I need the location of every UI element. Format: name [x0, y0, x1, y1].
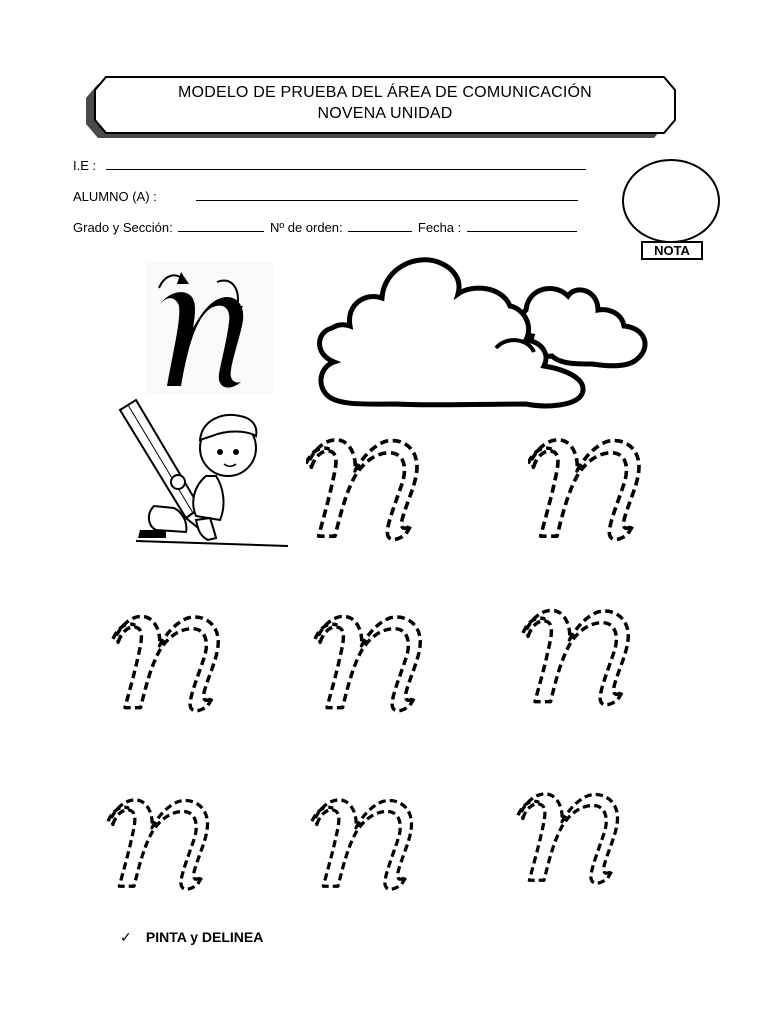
trace-letter-n-2[interactable]: [528, 430, 644, 548]
trace-letter-n-5[interactable]: [520, 602, 636, 712]
grado-label: Grado y Sección:: [73, 220, 173, 235]
instruction-text: PINTA y DELINEA: [145, 929, 264, 945]
title-line-1: MODELO DE PRUEBA DEL ÁREA DE COMUNICACIÓN: [178, 84, 592, 101]
alumno-field[interactable]: [196, 189, 578, 201]
trace-letter-n-4[interactable]: [312, 608, 428, 718]
fecha-label: Fecha :: [417, 220, 462, 235]
ie-row: [73, 158, 586, 174]
title-line-2: NOVENA UNIDAD: [317, 105, 453, 122]
header-banner: [94, 76, 676, 134]
ie-field[interactable]: [106, 158, 586, 170]
check-icon: ✓: [120, 929, 132, 945]
alumno-row: [73, 189, 578, 205]
trace-letter-n-7[interactable]: [306, 792, 422, 896]
model-letter-n: [145, 262, 273, 394]
fecha-field[interactable]: [467, 220, 577, 232]
nota-label: NOTA: [641, 241, 703, 260]
trace-letter-n-3[interactable]: [110, 608, 226, 718]
grade-circle[interactable]: [622, 159, 720, 243]
ie-label: I.E :: [73, 158, 97, 173]
orden-label: Nº de orden:: [269, 220, 343, 235]
instruction: [120, 929, 263, 946]
clouds-illustration: [306, 248, 658, 414]
trace-letter-n-1[interactable]: [306, 430, 422, 548]
grado-field[interactable]: [178, 220, 264, 232]
grado-row: [73, 220, 577, 236]
child-with-pencil-illustration: [116, 396, 290, 548]
trace-letter-n-8[interactable]: [512, 786, 628, 890]
header-title: [94, 82, 676, 124]
orden-field[interactable]: [348, 220, 412, 232]
trace-letter-n-6[interactable]: [102, 792, 218, 896]
alumno-label: ALUMNO (A) :: [73, 189, 157, 204]
